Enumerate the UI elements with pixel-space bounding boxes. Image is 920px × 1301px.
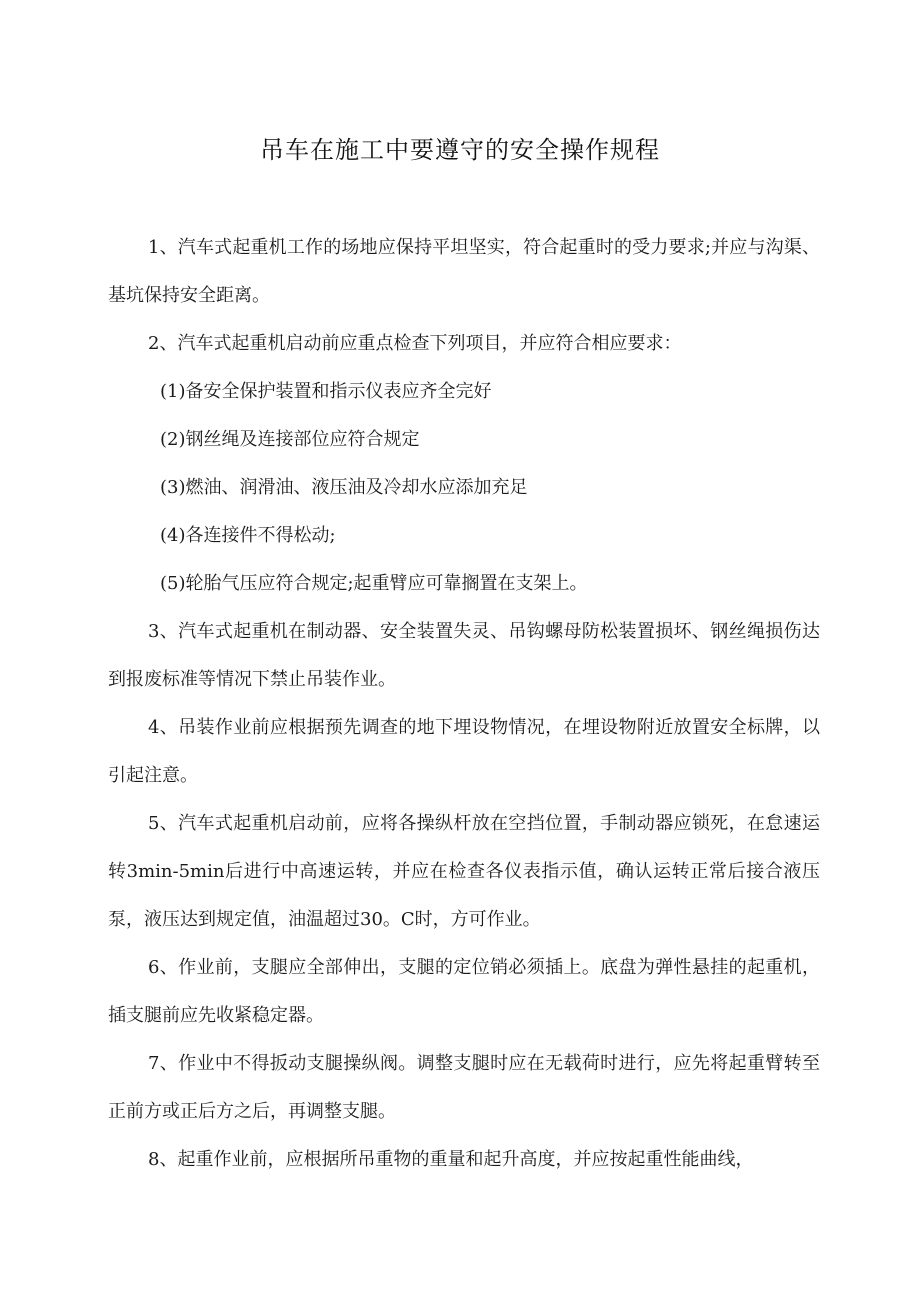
sub-item-2: (2)钢丝绳及连接部位应符合规定 [160, 429, 420, 450]
document-body [108, 224, 820, 1184]
paragraph-6: 6、作业前，支腿应全部伸出，支腿的定位销必须插上。底盘为弹性悬挂的起重机，插支腿前应先收紧稳定器。 [108, 957, 820, 1026]
paragraph-4: 4、吊装作业前应根据预先调查的地下埋设物情况，在埋设物附近放置安全标牌，以引起注意。 [108, 717, 820, 786]
sub-item-4: (4)各连接件不得松动; [160, 525, 336, 546]
paragraph-8: 8、起重作业前，应根据所吊重物的重量和起升高度，并应按起重性能曲线， [148, 1149, 754, 1170]
paragraph-7: 7、作业中不得扳动支腿操纵阀。调整支腿时应在无载荷时进行，应先将起重臂转至正前方或正后方之后，再调整支腿。 [108, 1053, 820, 1122]
sub-item-5: (5)轮胎气压应符合规定;起重臂应可靠搁置在支架上。 [160, 573, 588, 594]
sub-item-3: (3)燃油、润滑油、液压油及冷却水应添加充足 [160, 477, 528, 498]
paragraph-2: 2、汽车式起重机启动前应重点检查下列项目，并应符合相应要求： [148, 333, 682, 354]
paragraph-1: 1、汽车式起重机工作的场地应保持平坦坚实，符合起重时的受力要求;并应与沟渠、基坑保持安全距离。 [108, 237, 820, 306]
sub-item-1: (1)备安全保护装置和指示仪表应齐全完好 [160, 381, 492, 402]
document-title: 吊车在施工中要遵守的安全操作规程 [260, 136, 660, 164]
paragraph-5: 5、汽车式起重机启动前，应将各操纵杆放在空挡位置，手制动器应锁死，在怠速运转3min-5min后进行中高速运转，并应在检查各仪表指示值，确认运转正常后接合液压泵，液压达到规定值，油温超过30。C时，方可作业。 [108, 813, 820, 930]
paragraph-3: 3、汽车式起重机在制动器、安全装置失灵、吊钩螺母防松装置损坏、钢丝绳损伤达到报废标准等情况下禁止吊装作业。 [108, 621, 820, 690]
